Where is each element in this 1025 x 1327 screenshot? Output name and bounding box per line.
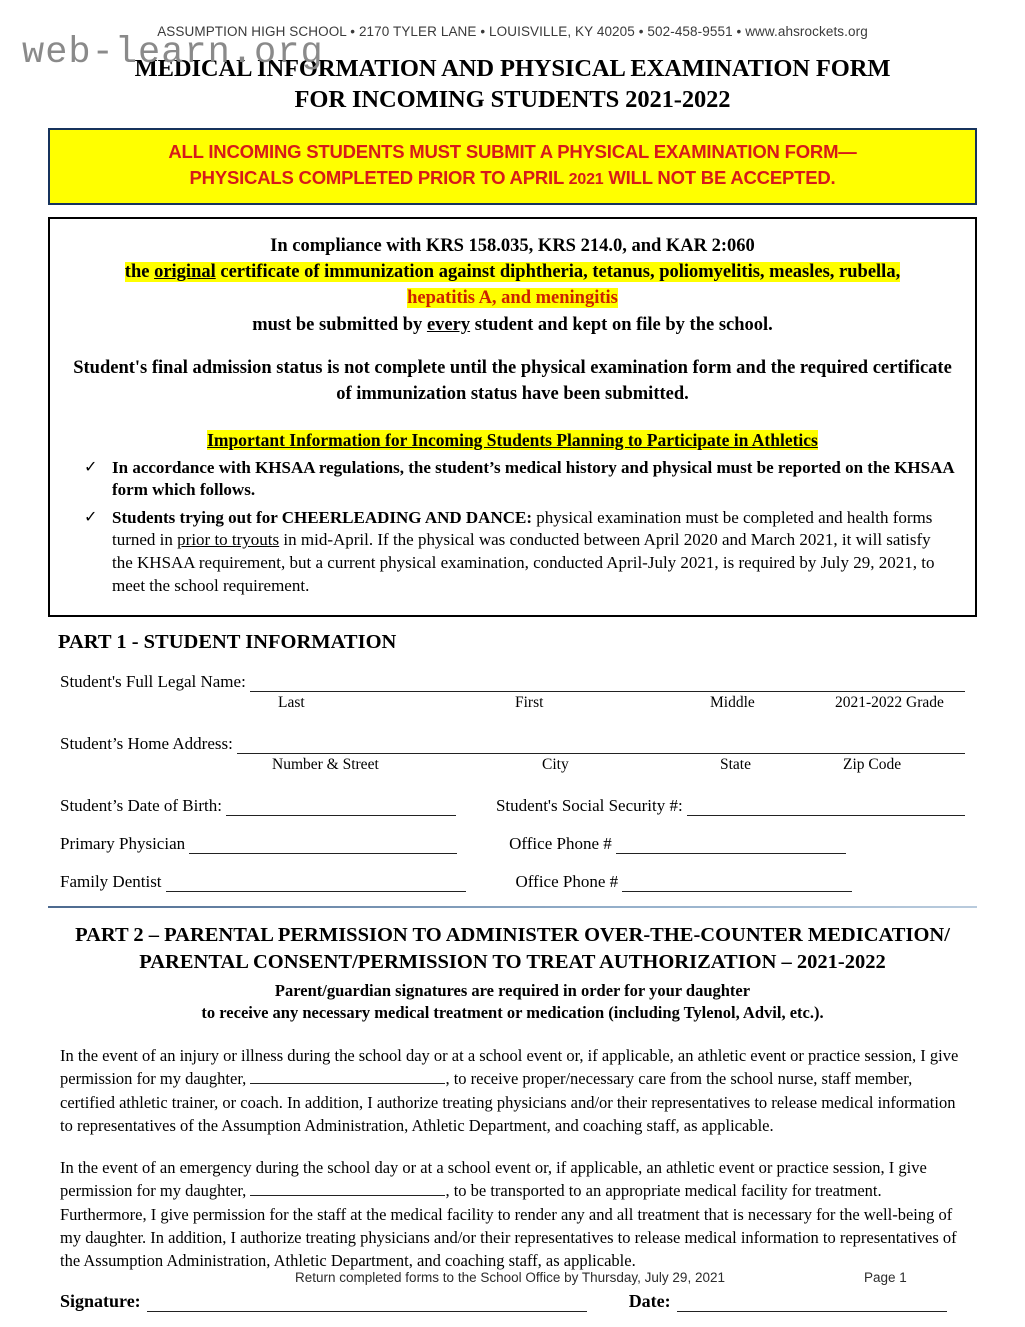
sublabel-state: State bbox=[720, 756, 751, 774]
primary-physician-row bbox=[60, 834, 965, 854]
daughter-name-input-2[interactable] bbox=[250, 1182, 445, 1196]
consent-emergency-text-a: In the event of an emergency during the school day or at a school event or, if applicable, an athletic event or practice session, I give permission for my daughter, bbox=[60, 1157, 927, 1201]
home-address-sublabels bbox=[60, 754, 965, 776]
compliance-line-2-suffix: certificate of immunization against diphtheria, tetanus, poliomyelitis, measles, rubella, bbox=[215, 261, 901, 282]
primary-physician-label: Primary Physician bbox=[60, 834, 186, 854]
dob-input[interactable] bbox=[226, 800, 456, 816]
athletics-info-heading-text: Important Information for Incoming Students Planning to Participate in Athletics bbox=[207, 429, 818, 450]
part2-heading-line-2: PARENTAL CONSENT/PERMISSION TO TREAT AUTHORIZATION – 2021-2022 bbox=[139, 950, 886, 973]
athletics-info-heading bbox=[64, 430, 961, 451]
family-dentist-label: Family Dentist bbox=[60, 872, 162, 892]
student-name-row bbox=[60, 672, 965, 692]
part2-subheading-line-1: Parent/guardian signatures are required in order for your daughter bbox=[274, 981, 751, 1001]
student-name-label: Student's Full Legal Name: bbox=[60, 672, 246, 692]
alert-line-2 bbox=[60, 165, 965, 192]
bullet-2-text-a: physical examination must be completed and health forms turned in bbox=[112, 507, 933, 550]
student-name-sublabels bbox=[60, 692, 965, 714]
compliance-line-1: In compliance with KRS 158.035, KRS 214.0, and KAR 2:060 bbox=[270, 235, 755, 256]
sublabel-first: First bbox=[515, 694, 544, 712]
compliance-line-2-prefix: the bbox=[124, 261, 155, 282]
sublabel-zip: Zip Code bbox=[843, 756, 902, 774]
physician-phone-label: Office Phone # bbox=[509, 834, 612, 854]
web-learn-watermark: web-learn.org bbox=[22, 32, 324, 74]
alert-line-2-suffix: WILL NOT BE ACCEPTED. bbox=[603, 166, 836, 188]
alert-banner bbox=[48, 128, 977, 205]
home-address-input[interactable] bbox=[237, 738, 965, 754]
check-icon: ✓ bbox=[84, 456, 98, 476]
sublabel-last: Last bbox=[278, 694, 305, 712]
bullet-2-text-b: in mid-April. If the physical was conducted between April 2020 and March 2021, it will satisfy the KHSAA requirement, but a current physical examination, conducted April-July 2021, is required by July 29, 2021, to meet the school requirement. bbox=[112, 530, 935, 595]
sublabel-number-street: Number & Street bbox=[272, 756, 379, 774]
alert-line-2-prefix: PHYSICALS COMPLETED PRIOR TO APRIL bbox=[189, 166, 569, 188]
signature-input[interactable] bbox=[147, 1295, 587, 1312]
page-number: Page 1 bbox=[864, 1270, 907, 1285]
part2-heading bbox=[48, 922, 977, 975]
part2-body bbox=[60, 1044, 965, 1273]
dentist-phone-input[interactable] bbox=[622, 876, 852, 892]
section-divider bbox=[48, 906, 977, 908]
compliance-line-2 bbox=[64, 259, 961, 285]
check-icon: ✓ bbox=[84, 506, 98, 526]
dob-ssn-row bbox=[60, 796, 965, 816]
daughter-name-input-1[interactable] bbox=[250, 1070, 445, 1084]
compliance-admission-paragraph: Student's final admission status is not complete until the physical examination form and the required certificate of immunization status have been submitted. bbox=[73, 357, 952, 404]
alert-line-1: ALL INCOMING STUDENTS MUST SUBMIT A PHYSICAL EXAMINATION FORM— bbox=[168, 140, 857, 162]
dentist-phone-label: Office Phone # bbox=[515, 872, 619, 892]
dob-label: Student’s Date of Birth: bbox=[60, 796, 222, 816]
alert-line-2-year: 2021 bbox=[568, 170, 604, 188]
list-item bbox=[78, 457, 955, 502]
consent-paragraph-emergency bbox=[60, 1156, 965, 1273]
part2-heading-line-1: PART 2 – PARENTAL PERMISSION TO ADMINISTER OVER-THE-COUNTER MEDICATION/ bbox=[75, 924, 950, 947]
part1-heading: PART 1 - STUDENT INFORMATION bbox=[58, 631, 397, 654]
athletics-bullet-list bbox=[64, 457, 961, 598]
sublabel-middle: Middle bbox=[710, 694, 755, 712]
signature-label: Signature: bbox=[60, 1290, 141, 1311]
physician-phone-input[interactable] bbox=[616, 838, 846, 854]
bullet-2-prior-to-tryouts: prior to tryouts bbox=[177, 530, 280, 550]
page-title-line-2: FOR INCOMING STUDENTS 2021-2022 bbox=[294, 86, 731, 114]
list-item bbox=[78, 507, 955, 597]
compliance-line-2-original: original bbox=[154, 261, 216, 282]
date-label: Date: bbox=[628, 1290, 671, 1311]
part2-subheading bbox=[70, 980, 955, 1024]
sublabel-grade: 2021-2022 Grade bbox=[835, 694, 944, 712]
bullet-1-text: In accordance with KHSAA regulations, the student’s medical history and physical must be reported on the KHSAA form which follows. bbox=[112, 457, 954, 500]
home-address-label: Student’s Home Address: bbox=[60, 734, 233, 754]
consent-injury-text-a: In the event of an injury or illness during the school day or at a school event or, if applicable, an athletic event or practice session, I give permission for my daughter, bbox=[60, 1046, 959, 1089]
return-instructions: Return completed forms to the School Office by Thursday, July 29, 2021 bbox=[295, 1270, 725, 1285]
compliance-box bbox=[48, 217, 977, 618]
student-name-input[interactable] bbox=[250, 676, 965, 692]
consent-emergency-text-b: , to be transported to an appropriate medical facility for treatment. Furthermore, I give permission for the staff at the medical facility to render any and all treatment that is necessary for the well-being of my daughter. In addition, I authorize treating physicians and/or their representatives to release medical information to representatives of the Assumption Administration, Athletic Department, and coaching staff, as applicable. bbox=[60, 1181, 957, 1271]
consent-paragraph-injury bbox=[60, 1044, 965, 1138]
family-dentist-input[interactable] bbox=[166, 876, 466, 892]
date-input[interactable] bbox=[677, 1295, 947, 1312]
compliance-line-4-suffix: student and kept on file by the school. bbox=[470, 314, 773, 335]
compliance-line-4-every: every bbox=[426, 314, 471, 335]
sublabel-city: City bbox=[542, 756, 569, 774]
ssn-label: Student's Social Security #: bbox=[495, 796, 683, 816]
part1-form-fields bbox=[60, 672, 965, 892]
compliance-line-3-red-text: hepatitis A, and meningitis bbox=[407, 288, 618, 309]
consent-injury-text-b: , to receive proper/necessary care from the school nurse, staff member, certified athletic trainer, or coach. In addition, I authorize treating physicians and/or their representatives to release medical information to representatives of the Assumption Administration, Athletic Department, and coaching staff, as applicable. bbox=[60, 1069, 956, 1136]
compliance-line-4-prefix: must be submitted by bbox=[252, 314, 427, 335]
home-address-row bbox=[60, 734, 965, 754]
compliance-line-4 bbox=[64, 312, 961, 338]
bullet-2-bold-lead: Students trying out for CHEERLEADING AND DANCE: bbox=[112, 507, 533, 527]
page-title-line-1: MEDICAL INFORMATION AND PHYSICAL EXAMINATION FORM bbox=[134, 55, 891, 82]
primary-physician-input[interactable] bbox=[189, 838, 457, 854]
school-contact-line: ASSUMPTION HIGH SCHOOL • 2170 TYLER LANE • LOUISVILLE, KY 40205 • 502-458-9551 • www.ahsrockets.org bbox=[157, 24, 868, 39]
signature-row bbox=[60, 1291, 965, 1312]
compliance-line-3 bbox=[64, 285, 961, 311]
part2-subheading-line-2: to receive any necessary medical treatment or medication (including Tylenol, Advil, etc.). bbox=[201, 1003, 824, 1023]
ssn-input[interactable] bbox=[687, 800, 965, 816]
family-dentist-row bbox=[60, 872, 965, 892]
